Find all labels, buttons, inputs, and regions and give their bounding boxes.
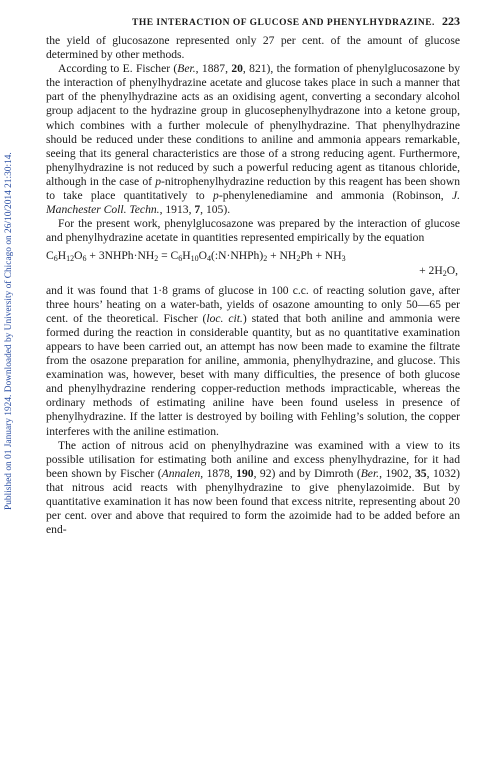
paragraph-yield-analysis: and it was found that 1·8 grams of glucose in 100 c.c. of reacting solution gave, after three hours’ heating on a water-bath, yields of osazone amounting to only 50—65 per cent. of the theoretical. Fischer (loc. cit.) stated that both aniline and ammonia were formed during the reaction in considerable quantity, but as no quantitative examination appears to have been carried out, an attempt has now been made to examine the filtrate from the osazone preparation for aniline, ammonia, phenylhydrazine, and glucose. This examination was, however, beset with many difficulties, the presence of both glucose and phenylhydrazine rendering copper-reduction methods impracticable, whereas the ordinary methods of estimating aniline have been found useless in presence of phenylhydrazine. If the latter is destroyed by boiling with Fehling’s solution, the copper interferes with the aniline estimation. (46, 283, 460, 438)
paragraph-preparation: For the present work, phenylglucosazone was prepared by the interaction of glucose and phenylhydrazine acetate in quantities represented empirically by the equation (46, 217, 460, 245)
running-title: THE INTERACTION OF GLUCOSE AND PHENYLHYDRAZINE. (132, 18, 435, 28)
reaction-equation (46, 249, 460, 277)
equation-line-2: + $2H_2O$, (419, 263, 458, 278)
paragraph-continuation: the yield of glucosazone represented only 27 per cent. of the amount of glucose determined by other methods. (46, 34, 460, 62)
paragraph-fischer-mechanism: According to E. Fischer (Ber., 1887, 20, 821), the formation of phenylglucosazone by the interaction of phenylhydrazine acetate and glucose takes place in such a manner that part of the phenylhydrazine acts as an oxidising agent, converting a secondary alcohol group adjacent to the hydrazine group in glucosephenylhydrazone into a ketone group, which combines with a further molecule of phenylhydrazine. That phenylhydrazine should be reduced under these conditions to aniline and ammonia appears remarkable, seeing that its general characteristics are those of a strong reducing agent. Furthermore, phenylhydrazine is not reduced by such a powerful reducing agent as titanous chloride, although in the case of p-nitrophenylhydrazine reduction by this reagent has been shown to take place quantitatively to p-phenylenediamine and ammonia (Robinson, J. Manchester Coll. Techn., 1913, 7, 105). (46, 62, 460, 217)
page (46, 14, 460, 537)
download-watermark-text: Published on 01 January 1924. Downloaded by University of Chicago on 26/10/2014 21:30:14. (4, 152, 14, 510)
running-header (46, 14, 460, 29)
paragraph-nitrous-acid: The action of nitrous acid on phenylhydrazine was examined with a view to its possible utilisation for estimating both aniline and excess phenylhydrazine, for it had been shown by Fischer (Annalen, 1878, 190, 92) and by Dimroth (Ber., 1902, 35, 1032) that nitrous acid reacts with phenylhydrazine to give phenylazoimide. But by quantitative examination it has now been found that excess nitrite, representing about 20 per cent. over and above that required to form the azoimide had to be added before an end- (46, 438, 461, 537)
download-watermark (4, 70, 16, 510)
equation-line-1: $C_6H_{12}O_6$ + $3NHPh\cdot NH_2$ = $C_6H_{10}O_4(:N\cdot NHPh)_2 + NH_2Ph + NH_3$ (46, 249, 346, 264)
page-number: 223 (442, 14, 460, 28)
